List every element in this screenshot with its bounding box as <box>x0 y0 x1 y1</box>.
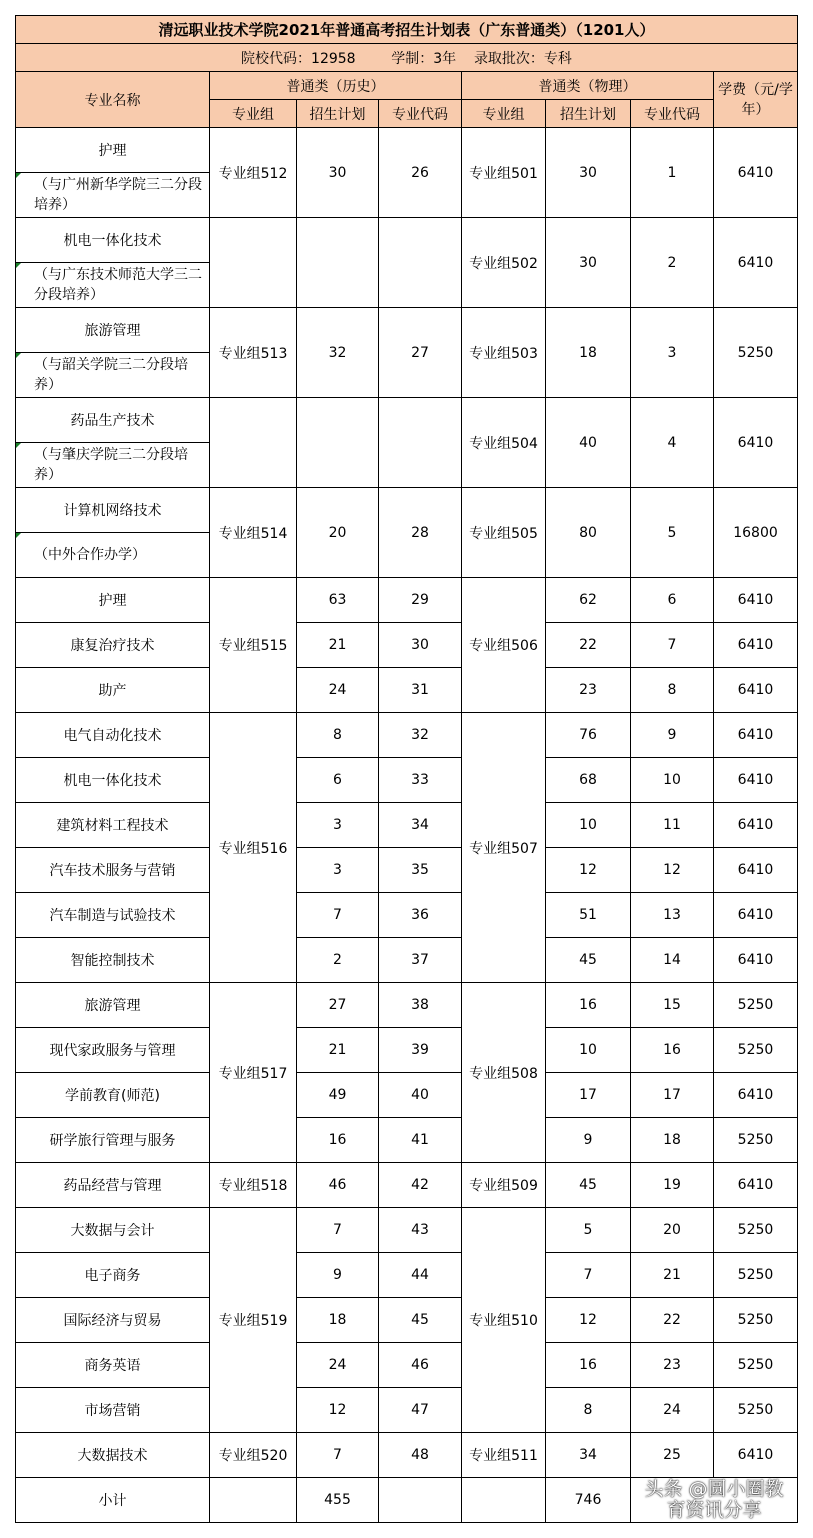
physics-plan: 12 <box>546 1298 631 1343</box>
tuition-fee: 6410 <box>714 713 798 758</box>
physics-plan: 22 <box>546 623 631 668</box>
physics-plan: 45 <box>546 1163 631 1208</box>
tuition-fee: 6410 <box>714 938 798 983</box>
history-plan: 9 <box>297 1253 379 1298</box>
history-plan: 46 <box>297 1163 379 1208</box>
physics-plan: 80 <box>546 488 631 578</box>
table-row <box>16 128 798 173</box>
major-note <box>16 263 210 308</box>
physics-group: 专业组508 <box>462 983 546 1163</box>
history-group: 专业组514 <box>210 488 297 578</box>
physics-plan: 51 <box>546 893 631 938</box>
major-name: 助产 <box>16 668 210 713</box>
history-code <box>379 398 462 488</box>
history-code: 46 <box>379 1343 462 1388</box>
physics-plan: 9 <box>546 1118 631 1163</box>
physics-group: 专业组503 <box>462 308 546 398</box>
physics-code: 5 <box>631 488 714 578</box>
tuition-fee: 6410 <box>714 218 798 308</box>
major-note-text: （与广东技术师范大学三二分段培养） <box>34 267 202 303</box>
tuition-fee: 5250 <box>714 1028 798 1073</box>
history-group: 专业组519 <box>210 1208 297 1433</box>
major-name: 旅游管理 <box>16 983 210 1028</box>
history-plan: 32 <box>297 308 379 398</box>
physics-plan: 16 <box>546 983 631 1028</box>
major-note <box>16 443 210 488</box>
history-plan: 2 <box>297 938 379 983</box>
history-plan <box>297 398 379 488</box>
physics-code: 8 <box>631 668 714 713</box>
header-fee: 学费（元/学年） <box>714 72 798 128</box>
major-name: 大数据与会计 <box>16 1208 210 1253</box>
major-name: 电子商务 <box>16 1253 210 1298</box>
physics-group: 专业组509 <box>462 1163 546 1208</box>
physics-plan: 40 <box>546 398 631 488</box>
major-name: 大数据技术 <box>16 1433 210 1478</box>
tuition-fee: 16800 <box>714 488 798 578</box>
history-plan: 12 <box>297 1388 379 1433</box>
major-note <box>16 173 210 218</box>
table-row <box>16 218 798 263</box>
major-note-text: （与韶关学院三二分段培养） <box>34 357 188 393</box>
history-code: 38 <box>379 983 462 1028</box>
admission-batch: 录取批次：专科 <box>473 50 572 67</box>
physics-code: 13 <box>631 893 714 938</box>
history-plan: 63 <box>297 578 379 623</box>
history-plan: 18 <box>297 1298 379 1343</box>
header-physics: 普通类（物理） <box>462 72 714 100</box>
tuition-fee: 6410 <box>714 398 798 488</box>
physics-code: 17 <box>631 1073 714 1118</box>
table-row <box>16 1343 798 1388</box>
major-name: 国际经济与贸易 <box>16 1298 210 1343</box>
history-plan: 21 <box>297 1028 379 1073</box>
tuition-fee: 6410 <box>714 623 798 668</box>
history-plan: 20 <box>297 488 379 578</box>
comment-marker-icon <box>16 353 21 358</box>
physics-code: 20 <box>631 1208 714 1253</box>
history-code: 47 <box>379 1388 462 1433</box>
physics-group: 专业组507 <box>462 713 546 983</box>
enrollment-plan-table <box>15 15 798 1523</box>
physics-code: 4 <box>631 398 714 488</box>
history-plan: 27 <box>297 983 379 1028</box>
table-row <box>16 623 798 668</box>
history-plan: 6 <box>297 758 379 803</box>
tuition-fee: 6410 <box>714 758 798 803</box>
history-code: 33 <box>379 758 462 803</box>
history-plan: 24 <box>297 1343 379 1388</box>
tuition-fee: 5250 <box>714 1208 798 1253</box>
table-row <box>16 983 798 1028</box>
comment-marker-icon <box>16 263 21 268</box>
table-row <box>16 1073 798 1118</box>
history-code: 30 <box>379 623 462 668</box>
table-row <box>16 1253 798 1298</box>
major-name: 商务英语 <box>16 1343 210 1388</box>
history-code: 45 <box>379 1298 462 1343</box>
major-name: 学前教育(师范) <box>16 1073 210 1118</box>
physics-code: 6 <box>631 578 714 623</box>
physics-group: 专业组502 <box>462 218 546 308</box>
major-name: 药品生产技术 <box>16 398 210 443</box>
physics-plan: 68 <box>546 758 631 803</box>
history-code: 29 <box>379 578 462 623</box>
table-row <box>16 938 798 983</box>
physics-code: 2 <box>631 218 714 308</box>
physics-plan: 30 <box>546 218 631 308</box>
history-plan: 24 <box>297 668 379 713</box>
history-code: 42 <box>379 1163 462 1208</box>
tuition-fee: 5250 <box>714 1388 798 1433</box>
subtotal-history-plan: 455 <box>297 1478 379 1523</box>
major-note-text: （与广州新华学院三二分段培养） <box>34 177 202 213</box>
header-physics-group: 专业组 <box>462 100 546 128</box>
physics-code: 12 <box>631 848 714 893</box>
empty-cell <box>462 1478 546 1523</box>
history-plan: 30 <box>297 128 379 218</box>
major-name: 计算机网络技术 <box>16 488 210 533</box>
tuition-fee: 5250 <box>714 308 798 398</box>
table-row <box>16 398 798 443</box>
history-group: 专业组517 <box>210 983 297 1163</box>
history-code: 39 <box>379 1028 462 1073</box>
major-name: 旅游管理 <box>16 308 210 353</box>
header-history-plan: 招生计划 <box>297 100 379 128</box>
major-name: 药品经营与管理 <box>16 1163 210 1208</box>
history-code <box>379 218 462 308</box>
major-name: 建筑材料工程技术 <box>16 803 210 848</box>
history-plan: 8 <box>297 713 379 758</box>
major-name: 机电一体化技术 <box>16 218 210 263</box>
tuition-fee: 6410 <box>714 578 798 623</box>
table-row <box>16 803 798 848</box>
physics-code: 7 <box>631 623 714 668</box>
major-name: 电气自动化技术 <box>16 713 210 758</box>
physics-plan: 30 <box>546 128 631 218</box>
tuition-fee: 5250 <box>714 1298 798 1343</box>
table-row <box>16 1433 798 1478</box>
major-name: 康复治疗技术 <box>16 623 210 668</box>
physics-code: 24 <box>631 1388 714 1433</box>
table-row <box>16 1208 798 1253</box>
major-note-text: （中外合作办学） <box>34 547 146 563</box>
header-history: 普通类（历史） <box>210 72 462 100</box>
physics-code: 14 <box>631 938 714 983</box>
history-group: 专业组518 <box>210 1163 297 1208</box>
tuition-fee: 5250 <box>714 1253 798 1298</box>
physics-plan: 17 <box>546 1073 631 1118</box>
history-code: 36 <box>379 893 462 938</box>
table-title: 清远职业技术学院2021年普通高考招生计划表（广东普通类）（1201人） <box>16 16 798 44</box>
history-plan: 3 <box>297 803 379 848</box>
physics-code: 3 <box>631 308 714 398</box>
history-group: 专业组520 <box>210 1433 297 1478</box>
table-row <box>16 1388 798 1433</box>
school-years: 学制：3年 <box>391 50 457 67</box>
subtotal-physics-plan: 746 <box>546 1478 631 1523</box>
tuition-fee: 6410 <box>714 1073 798 1118</box>
history-code: 48 <box>379 1433 462 1478</box>
tuition-fee: 6410 <box>714 893 798 938</box>
physics-code: 19 <box>631 1163 714 1208</box>
history-code: 41 <box>379 1118 462 1163</box>
school-code: 院校代码：12958 <box>241 50 356 67</box>
physics-code: 21 <box>631 1253 714 1298</box>
table-row <box>16 758 798 803</box>
history-code: 32 <box>379 713 462 758</box>
physics-plan: 12 <box>546 848 631 893</box>
tuition-fee: 6410 <box>714 668 798 713</box>
table-row <box>16 668 798 713</box>
table-row <box>16 1028 798 1073</box>
table-row <box>16 1298 798 1343</box>
physics-code: 9 <box>631 713 714 758</box>
history-code: 27 <box>379 308 462 398</box>
physics-code: 25 <box>631 1433 714 1478</box>
tuition-fee: 5250 <box>714 1343 798 1388</box>
physics-group: 专业组511 <box>462 1433 546 1478</box>
history-code: 31 <box>379 668 462 713</box>
comment-marker-icon <box>16 533 21 538</box>
history-group: 专业组512 <box>210 128 297 218</box>
history-code: 34 <box>379 803 462 848</box>
physics-group: 专业组501 <box>462 128 546 218</box>
physics-plan: 45 <box>546 938 631 983</box>
physics-group: 专业组504 <box>462 398 546 488</box>
history-code: 26 <box>379 128 462 218</box>
tuition-fee: 6410 <box>714 1163 798 1208</box>
physics-plan: 76 <box>546 713 631 758</box>
tuition-fee: 6410 <box>714 128 798 218</box>
physics-plan: 10 <box>546 803 631 848</box>
history-group <box>210 398 297 488</box>
header-history-code: 专业代码 <box>379 100 462 128</box>
history-plan: 21 <box>297 623 379 668</box>
physics-group: 专业组505 <box>462 488 546 578</box>
major-name: 汽车制造与试验技术 <box>16 893 210 938</box>
history-plan: 7 <box>297 893 379 938</box>
subtotal-label: 小计 <box>16 1478 210 1523</box>
major-name: 研学旅行管理与服务 <box>16 1118 210 1163</box>
physics-plan: 16 <box>546 1343 631 1388</box>
physics-code: 18 <box>631 1118 714 1163</box>
history-group: 专业组513 <box>210 308 297 398</box>
tuition-fee: 6410 <box>714 1433 798 1478</box>
physics-code: 15 <box>631 983 714 1028</box>
tuition-fee: 6410 <box>714 848 798 893</box>
physics-plan: 5 <box>546 1208 631 1253</box>
physics-plan: 18 <box>546 308 631 398</box>
table-row <box>16 848 798 893</box>
major-name: 智能控制技术 <box>16 938 210 983</box>
header-physics-plan: 招生计划 <box>546 100 631 128</box>
table-row <box>16 488 798 533</box>
physics-plan: 7 <box>546 1253 631 1298</box>
watermark: 头条 @圆小圈教育资讯分享 <box>631 1478 798 1523</box>
history-plan: 7 <box>297 1433 379 1478</box>
physics-plan: 23 <box>546 668 631 713</box>
table-row <box>16 1163 798 1208</box>
physics-code: 10 <box>631 758 714 803</box>
header-major-name: 专业名称 <box>16 72 210 128</box>
physics-group: 专业组510 <box>462 1208 546 1433</box>
table-row <box>16 578 798 623</box>
history-plan: 16 <box>297 1118 379 1163</box>
history-plan: 3 <box>297 848 379 893</box>
physics-code: 22 <box>631 1298 714 1343</box>
header-history-group: 专业组 <box>210 100 297 128</box>
physics-code: 23 <box>631 1343 714 1388</box>
tuition-fee: 5250 <box>714 1118 798 1163</box>
physics-code: 11 <box>631 803 714 848</box>
major-name: 护理 <box>16 128 210 173</box>
tuition-fee: 6410 <box>714 803 798 848</box>
major-name: 现代家政服务与管理 <box>16 1028 210 1073</box>
comment-marker-icon <box>16 173 21 178</box>
history-code: 37 <box>379 938 462 983</box>
empty-cell <box>379 1478 462 1523</box>
major-note-text: （与肇庆学院三二分段培养） <box>34 447 188 483</box>
tuition-fee: 5250 <box>714 983 798 1028</box>
history-plan: 49 <box>297 1073 379 1118</box>
physics-plan: 10 <box>546 1028 631 1073</box>
physics-plan: 34 <box>546 1433 631 1478</box>
history-code: 40 <box>379 1073 462 1118</box>
history-group <box>210 218 297 308</box>
physics-plan: 62 <box>546 578 631 623</box>
header-physics-code: 专业代码 <box>631 100 714 128</box>
school-info <box>16 44 798 72</box>
subtotal-row <box>16 1478 798 1523</box>
history-plan: 7 <box>297 1208 379 1253</box>
table-row <box>16 308 798 353</box>
history-code: 43 <box>379 1208 462 1253</box>
history-group: 专业组515 <box>210 578 297 713</box>
table-row <box>16 713 798 758</box>
history-code: 35 <box>379 848 462 893</box>
major-name: 汽车技术服务与营销 <box>16 848 210 893</box>
history-code: 28 <box>379 488 462 578</box>
physics-plan: 8 <box>546 1388 631 1433</box>
physics-group: 专业组506 <box>462 578 546 713</box>
history-group: 专业组516 <box>210 713 297 983</box>
major-name: 市场营销 <box>16 1388 210 1433</box>
comment-marker-icon <box>16 443 21 448</box>
table-row <box>16 893 798 938</box>
major-name: 护理 <box>16 578 210 623</box>
table-row <box>16 1118 798 1163</box>
major-note <box>16 353 210 398</box>
empty-cell <box>210 1478 297 1523</box>
major-name: 机电一体化技术 <box>16 758 210 803</box>
history-plan <box>297 218 379 308</box>
physics-code: 16 <box>631 1028 714 1073</box>
major-note <box>16 533 210 578</box>
physics-code: 1 <box>631 128 714 218</box>
history-code: 44 <box>379 1253 462 1298</box>
